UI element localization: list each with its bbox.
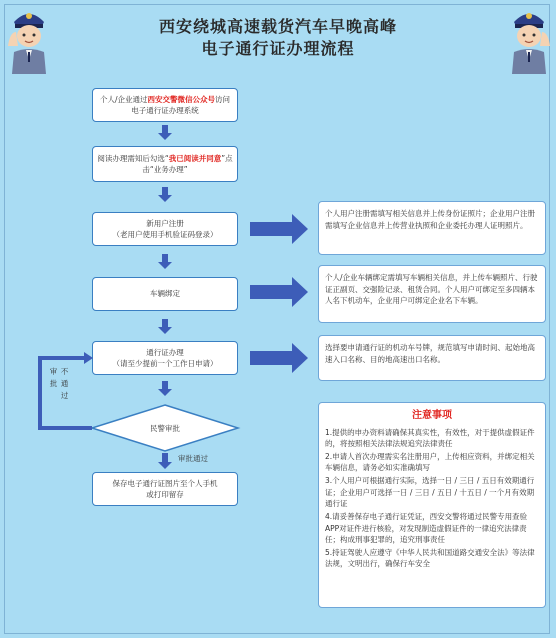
step1-highlight: 西安交警微信公众号 xyxy=(147,94,216,104)
step1-text-pre: 个人/企业通过 xyxy=(99,94,148,104)
arrow-right-permit xyxy=(250,343,308,373)
step5-line2: （请至少提前一个工作日申请） xyxy=(112,359,218,368)
step2-highlight: 我已阅读并同意 xyxy=(168,153,222,163)
notice-item: 2.申请人首次办理需实名注册用户，上传相应资料，并绑定相关车辆信息，请务必如实准确填写 xyxy=(325,451,535,473)
final-line2: 或打印留存 xyxy=(146,490,184,499)
page-title-line1: 西安绕城高速载货汽车早晚高峰 xyxy=(158,17,397,36)
step2-text-pre: 阅读办理需知后勾选“ xyxy=(97,153,169,163)
notice-item: 3.个人用户可根据通行实际，选择一日 / 三日 / 五日有效期通行证；企业用户可选择一日 / 三日 / 五日 / 十五日 / 一个月有效期通行证 xyxy=(325,476,535,509)
info-vehicle: 个人/企业车辆绑定需填写车辆相关信息，并上传车辆照片、行驶证正副页、交强险记录、租赁合同。个人用户可绑定至多四辆本人名下机动车，企业用户可绑定企业名下车辆。 xyxy=(318,265,546,323)
notice-item: 1.提供的申办资料请确保其真实性，有效性，对于提供虚假证件的，将按照相关法律法规追究法律责任 xyxy=(325,427,535,449)
reject-label-col2: 不 通 过 xyxy=(60,367,69,400)
step5-line1: 通行证办理 xyxy=(146,347,184,357)
info-permit: 选择要申请通行证的机动车号牌，规范填写申请时间、起始地高速入口名称、目的地高速出口名称。 xyxy=(318,335,546,381)
step1-text-line2: 电子通行证办理系统 xyxy=(131,106,199,115)
step3-line2: （老用户使用手机验证码登录） xyxy=(112,230,218,239)
notice-title: 注意事项 xyxy=(412,410,452,421)
step4-label: 车辆绑定 xyxy=(150,289,180,299)
arrow-right-register xyxy=(250,214,308,244)
step3-line1: 新用户注册 xyxy=(146,218,184,228)
notice-item: 4.请妥善保存电子通行证凭证，西安交警将通过民警专用查验APP对证件进行核验，对发现制造虚假证件的一律追究法律责任；构成刑事犯罪的，追究刑事责任 xyxy=(325,511,528,545)
approved-arrow-head xyxy=(158,462,172,469)
decision-label: 民警审批 xyxy=(150,424,180,433)
step1-text-post: 访问 xyxy=(215,94,231,104)
approved-label: 审批通过 xyxy=(178,454,208,463)
final-line1: 保存电子通行证图片至个人手机 xyxy=(112,478,218,488)
notice-box xyxy=(318,402,546,608)
step-save-permit xyxy=(92,472,238,506)
reject-loop-arrowhead xyxy=(84,352,93,364)
approved-arrow-shaft xyxy=(162,453,168,463)
step2-text-post: ”点击“业务办理” xyxy=(142,153,233,174)
arrow-right-vehicle xyxy=(250,277,308,307)
info-register: 个人用户注册需填写相关信息并上传身份证照片；企业用户注册需填写企业信息并上传营业执照和企业委托办理人证明照片。 xyxy=(318,201,546,255)
page-title-line2: 电子通行证办理流程 xyxy=(201,39,355,58)
reject-label-col1: 审 批 xyxy=(49,367,58,388)
notice-item: 5.持证驾驶人应遵守《中华人民共和国道路交通安全法》等法律法规，文明出行，确保行车安全 xyxy=(325,547,535,569)
